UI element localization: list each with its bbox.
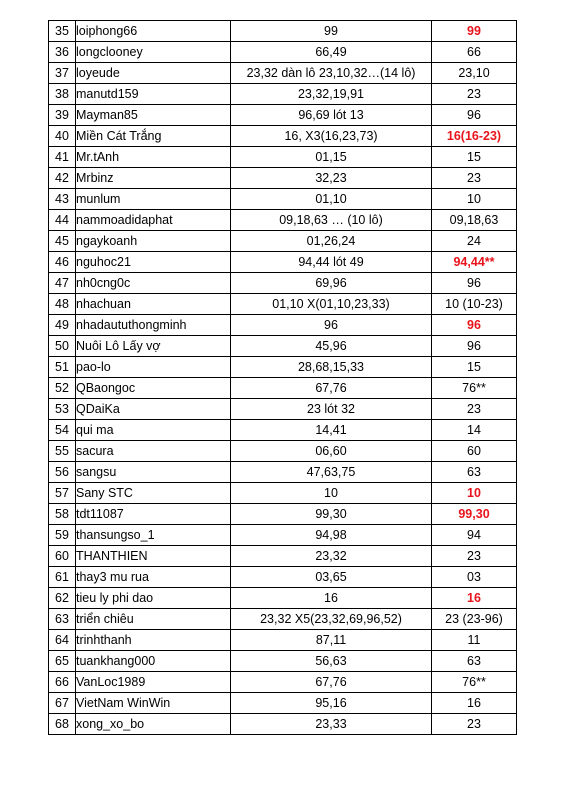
table-row [49,210,517,231]
result-cell: 15 [432,147,517,168]
result-cell: 23 [432,168,517,189]
row-number: 68 [49,714,76,735]
pick-cell: 23,32 dàn lô 23,10,32…(14 lô) [231,63,432,84]
username-cell: manutd159 [76,84,231,105]
row-number: 51 [49,357,76,378]
pick-cell: 56,63 [231,651,432,672]
username-cell: thay3 mu rua [76,567,231,588]
username-cell: Nuôi Lô Lấy vợ [76,336,231,357]
pick-cell: 32,23 [231,168,432,189]
row-number: 46 [49,252,76,273]
pick-cell: 16, X3(16,23,73) [231,126,432,147]
pick-cell: 94,98 [231,525,432,546]
username-cell: qui ma [76,420,231,441]
username-cell: QDaiKa [76,399,231,420]
username-cell: loiphong66 [76,21,231,42]
pick-cell: 96 [231,315,432,336]
username-cell: tdt11087 [76,504,231,525]
table-row [49,357,517,378]
row-number: 43 [49,189,76,210]
table-row [49,252,517,273]
result-cell: 11 [432,630,517,651]
row-number: 53 [49,399,76,420]
table-row [49,315,517,336]
result-cell: 94 [432,525,517,546]
table-row [49,42,517,63]
username-cell: THANTHIEN [76,546,231,567]
username-cell: nhachuan [76,294,231,315]
pick-cell: 87,11 [231,630,432,651]
row-number: 66 [49,672,76,693]
pick-cell: 69,96 [231,273,432,294]
pick-cell: 01,15 [231,147,432,168]
row-number: 55 [49,441,76,462]
row-number: 67 [49,693,76,714]
username-cell: pao-lo [76,357,231,378]
result-cell: 60 [432,441,517,462]
row-number: 60 [49,546,76,567]
username-cell: Mrbinz [76,168,231,189]
row-number: 38 [49,84,76,105]
row-number: 56 [49,462,76,483]
row-number: 42 [49,168,76,189]
pick-cell: 06,60 [231,441,432,462]
results-table-body [49,21,517,735]
result-cell: 16 [432,588,517,609]
row-number: 52 [49,378,76,399]
username-cell: loyeude [76,63,231,84]
table-row [49,189,517,210]
row-number: 35 [49,21,76,42]
pick-cell: 01,10 X(01,10,23,33) [231,294,432,315]
pick-cell: 23,32 [231,546,432,567]
row-number: 62 [49,588,76,609]
table-row [49,441,517,462]
result-cell: 03 [432,567,517,588]
table-row [49,651,517,672]
username-cell: QBaongoc [76,378,231,399]
username-cell: ngaykoanh [76,231,231,252]
table-row [49,504,517,525]
username-cell: tieu ly phi dao [76,588,231,609]
row-number: 39 [49,105,76,126]
table-row [49,567,517,588]
result-cell: 63 [432,651,517,672]
result-cell: 99 [432,21,517,42]
result-cell: 24 [432,231,517,252]
result-cell: 16 [432,693,517,714]
result-cell: 23 [432,399,517,420]
row-number: 59 [49,525,76,546]
row-number: 41 [49,147,76,168]
table-row [49,588,517,609]
pick-cell: 94,44 lót 49 [231,252,432,273]
pick-cell: 96,69 lót 13 [231,105,432,126]
table-row [49,21,517,42]
pick-cell: 47,63,75 [231,462,432,483]
table-row [49,105,517,126]
result-cell: 16(16-23) [432,126,517,147]
row-number: 49 [49,315,76,336]
pick-cell: 66,49 [231,42,432,63]
username-cell: Sany STC [76,483,231,504]
pick-cell: 23,33 [231,714,432,735]
pick-cell: 99,30 [231,504,432,525]
row-number: 57 [49,483,76,504]
table-row [49,168,517,189]
table-row [49,147,517,168]
result-cell: 76** [432,378,517,399]
pick-cell: 09,18,63 … (10 lô) [231,210,432,231]
result-cell: 96 [432,336,517,357]
table-row [49,693,517,714]
results-table [48,20,517,735]
username-cell: VanLoc1989 [76,672,231,693]
table-row [49,483,517,504]
username-cell: xong_xo_bo [76,714,231,735]
table-row [49,378,517,399]
table-row [49,336,517,357]
result-cell: 23 (23-96) [432,609,517,630]
username-cell: nh0cng0c [76,273,231,294]
row-number: 58 [49,504,76,525]
pick-cell: 28,68,15,33 [231,357,432,378]
username-cell: nguhoc21 [76,252,231,273]
pick-cell: 03,65 [231,567,432,588]
result-cell: 10 [432,189,517,210]
row-number: 65 [49,651,76,672]
row-number: 44 [49,210,76,231]
pick-cell: 67,76 [231,378,432,399]
username-cell: VietNam WinWin [76,693,231,714]
result-cell: 15 [432,357,517,378]
result-cell: 99,30 [432,504,517,525]
result-cell: 09,18,63 [432,210,517,231]
result-cell: 23 [432,714,517,735]
pick-cell: 67,76 [231,672,432,693]
result-cell: 63 [432,462,517,483]
row-number: 48 [49,294,76,315]
result-cell: 10 (10-23) [432,294,517,315]
username-cell: Miền Cát Trắng [76,126,231,147]
pick-cell: 95,16 [231,693,432,714]
table-row [49,525,517,546]
result-cell: 96 [432,273,517,294]
result-cell: 23 [432,84,517,105]
pick-cell: 45,96 [231,336,432,357]
table-row [49,630,517,651]
pick-cell: 99 [231,21,432,42]
result-cell: 96 [432,105,517,126]
username-cell: trinhthanh [76,630,231,651]
username-cell: nhadaututhongminh [76,315,231,336]
table-row [49,462,517,483]
pick-cell: 23,32 X5(23,32,69,96,52) [231,609,432,630]
pick-cell: 01,10 [231,189,432,210]
pick-cell: 10 [231,483,432,504]
result-cell: 96 [432,315,517,336]
table-row [49,294,517,315]
table-row [49,231,517,252]
result-cell: 94,44** [432,252,517,273]
username-cell: tuankhang000 [76,651,231,672]
row-number: 61 [49,567,76,588]
table-row [49,672,517,693]
pick-cell: 23 lót 32 [231,399,432,420]
table-row [49,63,517,84]
row-number: 45 [49,231,76,252]
username-cell: triển chiêu [76,609,231,630]
pick-cell: 16 [231,588,432,609]
result-cell: 14 [432,420,517,441]
username-cell: nammoadidaphat [76,210,231,231]
username-cell: sangsu [76,462,231,483]
row-number: 37 [49,63,76,84]
username-cell: Mr.tAnh [76,147,231,168]
table-row [49,546,517,567]
username-cell: thansungso_1 [76,525,231,546]
result-cell: 66 [432,42,517,63]
pick-cell: 01,26,24 [231,231,432,252]
row-number: 64 [49,630,76,651]
row-number: 54 [49,420,76,441]
pick-cell: 14,41 [231,420,432,441]
row-number: 50 [49,336,76,357]
result-cell: 23,10 [432,63,517,84]
table-row [49,84,517,105]
table-row [49,273,517,294]
result-cell: 23 [432,546,517,567]
table-row [49,399,517,420]
table-row [49,420,517,441]
username-cell: munlum [76,189,231,210]
row-number: 40 [49,126,76,147]
row-number: 36 [49,42,76,63]
username-cell: sacura [76,441,231,462]
result-cell: 76** [432,672,517,693]
username-cell: longclooney [76,42,231,63]
table-row [49,126,517,147]
username-cell: Mayman85 [76,105,231,126]
table-row [49,714,517,735]
pick-cell: 23,32,19,91 [231,84,432,105]
table-row [49,609,517,630]
row-number: 63 [49,609,76,630]
result-cell: 10 [432,483,517,504]
row-number: 47 [49,273,76,294]
